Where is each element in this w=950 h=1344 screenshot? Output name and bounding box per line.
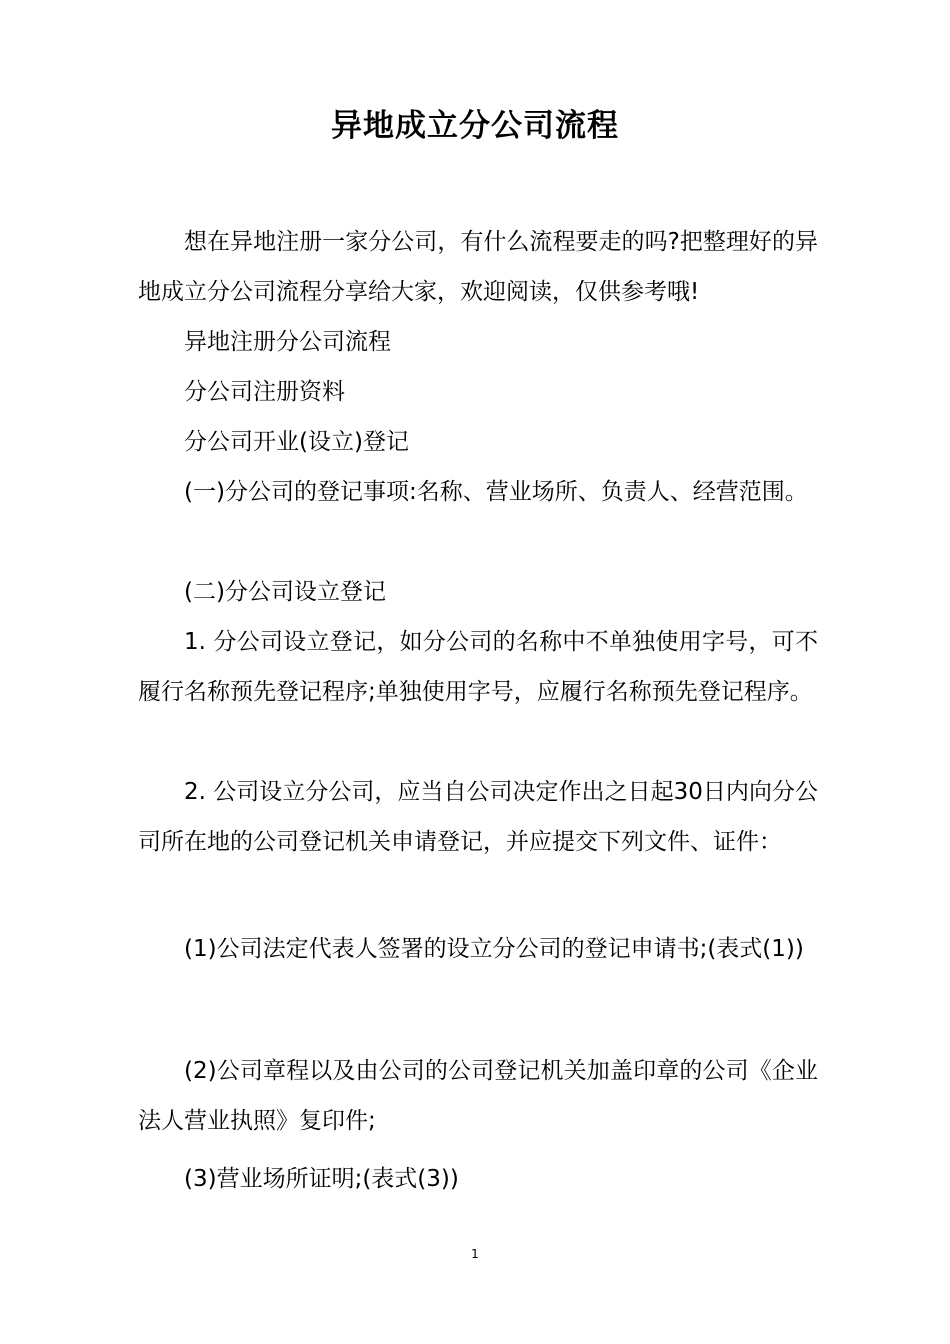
section-heading-registration: 分公司开业(设立)登记 bbox=[184, 429, 409, 455]
document-item-3: (3)营业场所证明;(表式(3)) bbox=[184, 1166, 459, 1192]
page-number: 1 bbox=[471, 1247, 479, 1261]
intro-paragraph: 想在异地注册一家分公司，有什么流程要走的吗?把整理好的异地成立分公司流程分享给大家，欢迎阅读，仅供参考哦! bbox=[138, 229, 818, 305]
registration-items-paragraph: (一)分公司的登记事项:名称、营业场所、负责人、经营范围。 bbox=[184, 479, 808, 505]
branch-registration-heading: (二)分公司设立登记 bbox=[184, 579, 386, 605]
numbered-item-2: 2. 公司设立分公司，应当自公司决定作出之日起30日内向分公司所在地的公司登记机关申请登记，并应提交下列文件、证件： bbox=[138, 779, 818, 855]
document-item-2: (2)公司章程以及由公司的公司登记机关加盖印章的公司《企业法人营业执照》复印件; bbox=[138, 1058, 818, 1134]
document-item-1: (1)公司法定代表人签署的设立分公司的登记申请书;(表式(1)) bbox=[184, 936, 804, 962]
document-title: 异地成立分公司流程 bbox=[331, 108, 619, 144]
section-heading-process: 异地注册分公司流程 bbox=[184, 329, 391, 355]
numbered-item-1: 1. 分公司设立登记，如分公司的名称中不单独使用字号，可不履行名称预先登记程序;单独使用字号，应履行名称预先登记程序。 bbox=[138, 629, 818, 705]
section-heading-materials: 分公司注册资料 bbox=[184, 379, 345, 405]
